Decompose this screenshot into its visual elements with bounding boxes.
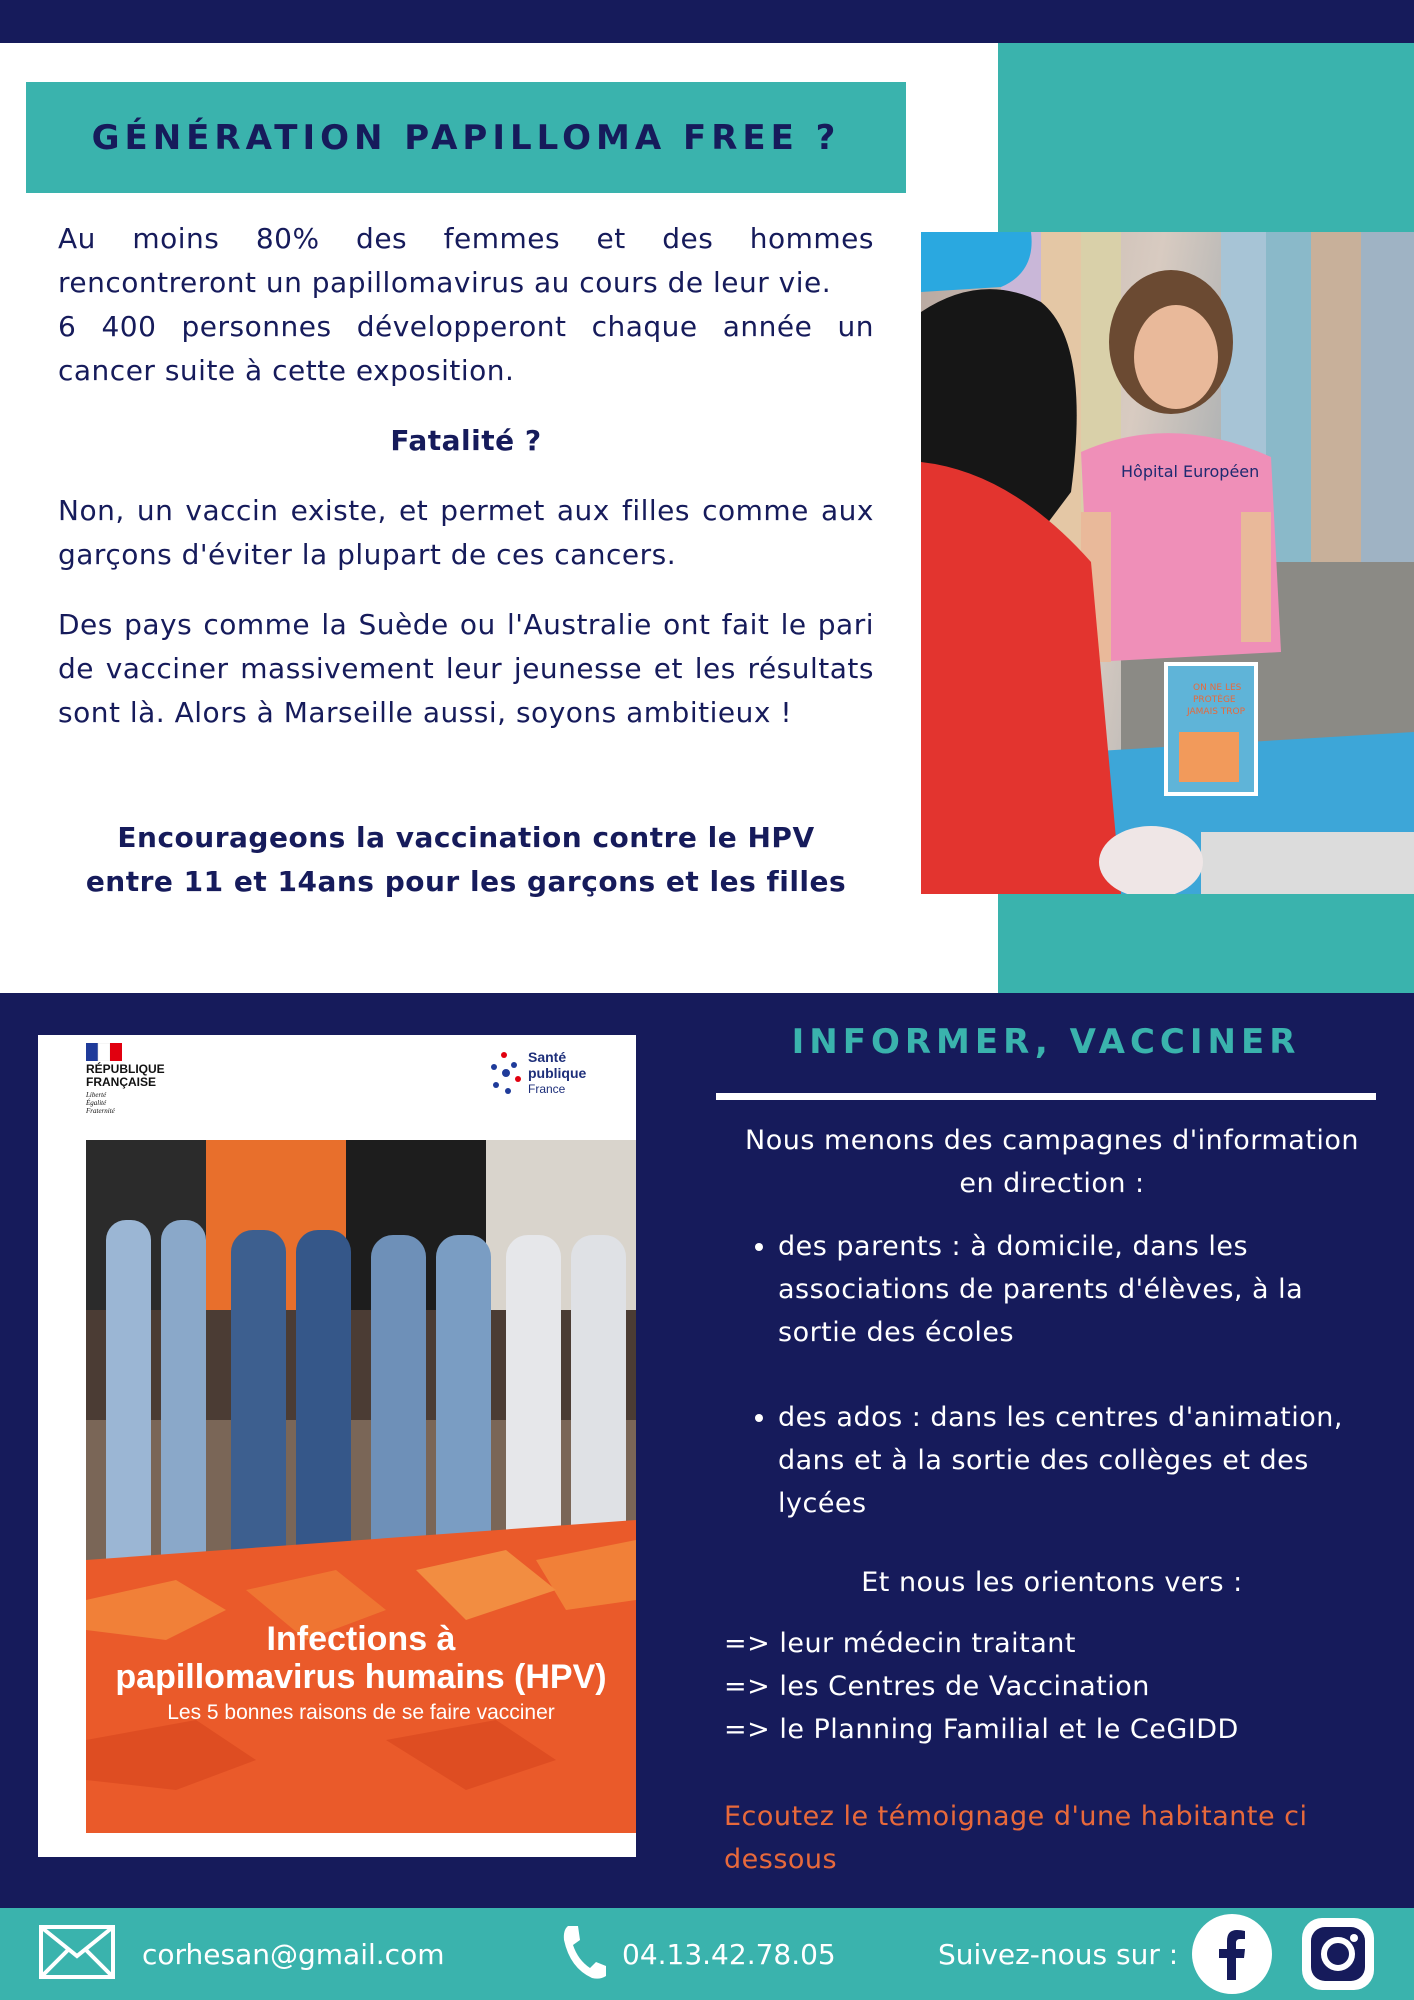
- orient-heading: Et nous les orientons vers :: [861, 1567, 1243, 1598]
- event-photo: [921, 232, 1414, 894]
- hpv-poster: [38, 1035, 636, 1857]
- motto-liberte: Liberté: [86, 1091, 107, 1099]
- sante-line-3: France: [528, 1082, 566, 1096]
- audience-list: [724, 1225, 1380, 1525]
- informer-intro: Nous menons des campagnes d'information en direction :: [745, 1125, 1359, 1199]
- leaflet-text-2: PROTÈGE: [1193, 695, 1236, 705]
- question-heading: Fatalité ?: [390, 424, 542, 457]
- motto-fraternite: Fraternité: [86, 1107, 115, 1115]
- sante-line-1: Santé: [528, 1049, 567, 1065]
- intro-paragraph-1a: Au moins 80% des femmes et des hommes rencontreront un papillomavirus au cours de leur vie.: [58, 222, 874, 299]
- poster-subline: Les 5 bonnes raisons de se faire vacciner: [167, 1701, 555, 1724]
- poster-headline: [86, 1620, 636, 1730]
- instagram-icon[interactable]: [1298, 1914, 1378, 1994]
- shirt-logo-text: Hôpital Européen: [1121, 462, 1260, 481]
- orientation-list: [724, 1622, 1380, 1751]
- informer-body: [724, 1119, 1380, 1881]
- audience-item-parents: • des parents : à domicile, dans les associations de parents d'élèves, à la sortie des écoles: [778, 1225, 1380, 1354]
- leaflet-text: ON NE LES: [1193, 683, 1242, 693]
- page-title: GÉNÉRATION PAPILLOMA FREE ?: [91, 117, 841, 158]
- encourage-line-2: entre 11 et 14ans pour les garçons et les filles: [85, 865, 847, 898]
- republique-logo: [86, 1063, 165, 1115]
- poster-headline-line-1: Infections à: [266, 1620, 456, 1658]
- sante-line-2: publique: [528, 1065, 587, 1081]
- audience-item-ados: • des ados : dans les centres d'animation, dans et à la sortie des collèges et des lycées: [778, 1396, 1380, 1525]
- republique-line-2: FRANÇAISE: [86, 1075, 157, 1089]
- orientation-item: => le Planning Familial et le CeGIDD: [724, 1714, 1239, 1745]
- intro-paragraph-2: Non, un vaccin existe, et permet aux filles comme aux garçons d'éviter la plupart de ces cancers.: [58, 494, 874, 571]
- facebook-icon[interactable]: [1192, 1914, 1272, 1994]
- french-flag-icon: [86, 1043, 122, 1061]
- intro-paragraph-3: Des pays comme la Suède ou l'Australie ont fait le pari de vacciner massivement leur jeunesse et les résultats sont là. Alors à Marseille aussi, soyons ambitieux !: [58, 608, 874, 729]
- intro-text: [58, 217, 874, 735]
- sante-publique-wordmark: [528, 1049, 586, 1097]
- orientation-item: => leur médecin traitant: [724, 1628, 1077, 1659]
- motto-egalite: Égalité: [86, 1099, 107, 1107]
- footer-email[interactable]: corhesan@gmail.com: [142, 1937, 445, 1971]
- informer-divider: [716, 1093, 1376, 1100]
- informer-title: INFORMER, VACCINER: [791, 1022, 1301, 1062]
- top-bar: [0, 0, 1414, 43]
- encourage-callout: [58, 816, 874, 904]
- intro-paragraph-1b: 6 400 personnes développeront chaque année un cancer suite à cette exposition.: [58, 310, 874, 387]
- follow-label: Suivez-nous sur :: [938, 1937, 1179, 1971]
- event-photo-illustration: [921, 232, 1414, 894]
- republique-line-1: RÉPUBLIQUE: [86, 1062, 165, 1076]
- encourage-line-1: Encourageons la vaccination contre le HPV: [117, 821, 815, 854]
- mail-icon[interactable]: [38, 1924, 116, 1980]
- footer-phone[interactable]: 04.13.42.78.05: [622, 1937, 836, 1971]
- poster-headline-line-2: papillomavirus humains (HPV): [115, 1658, 607, 1696]
- testimony-link[interactable]: Ecoutez le témoignage d'une habitante ci dessous: [724, 1801, 1308, 1875]
- phone-icon[interactable]: [560, 1922, 608, 1982]
- orientation-item: => les Centres de Vaccination: [724, 1671, 1150, 1702]
- leaflet-text-3: JAMAIS TROP: [1187, 707, 1246, 717]
- title-banner: [26, 82, 906, 193]
- sante-publique-logo-icon: [486, 1047, 526, 1103]
- poster-photo: [86, 1140, 636, 1833]
